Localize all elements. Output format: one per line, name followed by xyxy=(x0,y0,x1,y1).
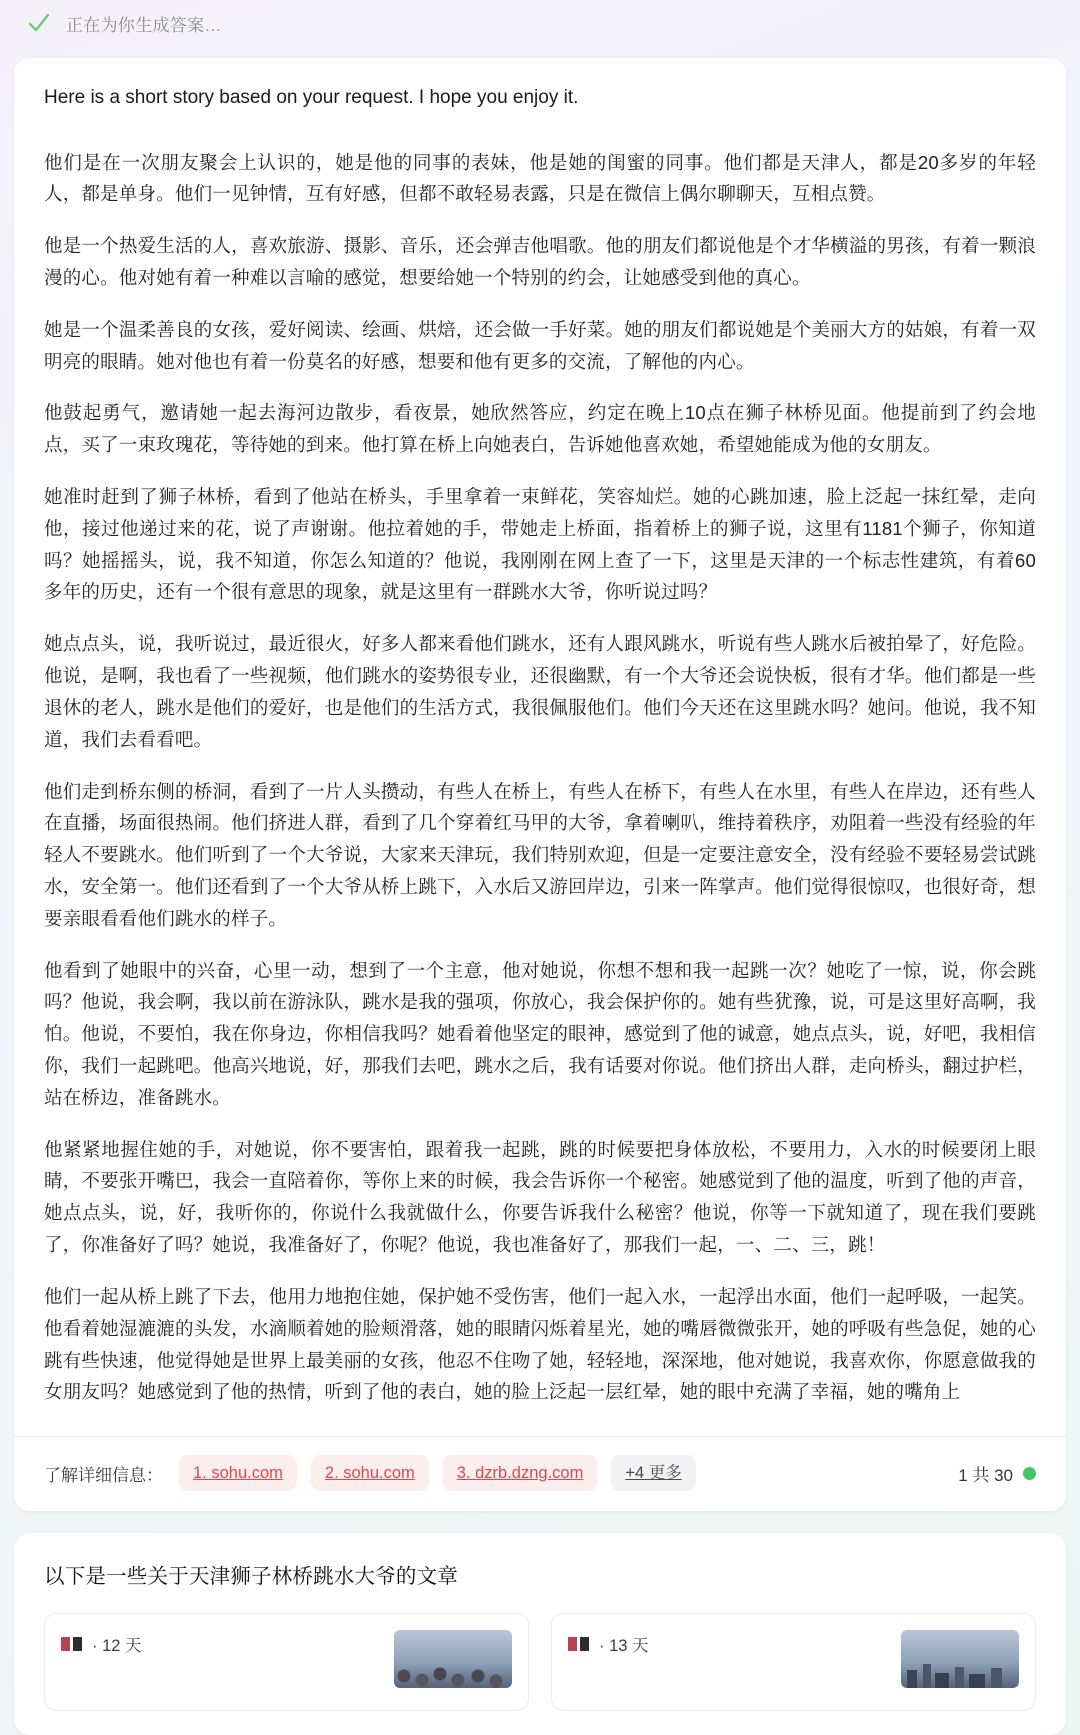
generation-status-bar xyxy=(0,0,1080,46)
answer-paragraph: 她准时赶到了狮子林桥，看到了他站在桥头，手里拿着一束鲜花，笑容灿烂。她的心跳加速，脸上泛起一抹红晕，走向他，接过他递过来的花，说了声谢谢。他拉着她的手，带她走上桥面，指着桥上的狮子说，这里有1181个狮子，你知道吗？她摇摇头，说，我不知道，你怎么知道的？他说，我刚刚在网上查了一下，这里是天津的一个标志性建筑，有着60多年的历史，还有一个很有意思的现象，就是这里有一群跳水大爷，你听说过吗？ xyxy=(44,486,1036,603)
check-icon xyxy=(26,10,52,36)
more-sources-button[interactable]: +4 更多 xyxy=(611,1455,695,1491)
article-thumbnail xyxy=(901,1630,1019,1688)
answer-paragraph: 他是一个热爱生活的人，喜欢旅游、摄影、音乐，还会弹吉他唱歌。他的朋友们都说他是个才华横溢的男孩，有着一颗浪漫的心。他对她有着一种难以言喻的感觉，想要给她一个特别的约会，让她感受到他的真心。 xyxy=(44,235,1036,288)
pager-label: 1 共 30 xyxy=(958,1465,1013,1485)
article-meta xyxy=(568,1630,889,1656)
answer-paragraph: 他们走到桥东侧的桥洞，看到了一片人头攒动，有些人在桥上，有些人在桥下，有些人在水里，有些人在岸边，还有些人在直播，场面很热闹。他们挤进人群，看到了几个穿着红马甲的大爷，拿着喇叭，维持着秩序，劝阻着一些没有经验的年轻人不要跳水。他们听到了一个大爷说，大家来天津玩，我们特别欢迎，但是一定要注意安全，没有经验不要轻易尝试跳水，安全第一。他们还看到了一个大爷从桥上跳下，入水后又游回岸边，引来一阵掌声。他们觉得很惊叹，也很好奇，想要亲眼看看他们跳水的样子。 xyxy=(44,780,1036,929)
source-chip-1[interactable]: 1. sohu.com xyxy=(179,1455,297,1491)
answer-paragraph: 她点点头，说，我听说过，最近很火，好多人都来看他们跳水，还有人跟风跳水，听说有些人跳水后被拍晕了，好危险。他说，是啊，我也看了一些视频，他们跳水的姿势很专业，还很幽默，有一个大爷还会说快板，很有才华。他们都是一些退休的老人，跳水是他们的爱好，也是他们的生活方式，我很佩服他们。他们今天还在这里跳水吗？她问。他说，我不知道，我们去看看吧。 xyxy=(44,633,1036,750)
sources-footer xyxy=(14,1436,1066,1511)
status-text: 正在为你生成答案… xyxy=(66,15,222,35)
favicon-icon xyxy=(568,1635,590,1653)
related-articles-list xyxy=(44,1613,1036,1711)
article-thumbnail xyxy=(394,1630,512,1688)
status-dot-icon xyxy=(1023,1467,1036,1480)
answer-intro: Here is a short story based on your request. I hope you enjoy it. xyxy=(44,87,579,108)
list-item[interactable] xyxy=(551,1613,1036,1711)
article-meta xyxy=(61,1630,382,1656)
answer-paragraph: 他鼓起勇气，邀请她一起去海河边散步，看夜景，她欣然答应，约定在晚上10点在狮子林桥见面。他提前到了约会地点，买了一束玫瑰花，等待她的到来。他打算在桥上向她表白，告诉她他喜欢她，希望她能成为他的女朋友。 xyxy=(44,402,1036,456)
sources-label: 了解详细信息： xyxy=(44,1465,163,1485)
answer-paragraph: 他看到了她眼中的兴奋，心里一动，想到了一个主意，他对她说，你想不想和我一起跳一次？她吃了一惊，说，你会跳吗？他说，我会啊，我以前在游泳队，跳水是我的强项，你放心，我会保护你的。她有些犹豫，说，可是这里好高啊，我怕。他说，不要怕，我在你身边，你相信我吗？她看着他坚定的眼神，感觉到了他的诚意，她点点头，说，好吧，我相信你，我们一起跳吧。他高兴地说，好，那我们去吧，跳水之后，我有话要对你说。他们挤出人群，走向桥头，翻过护栏，站在桥边，准备跳水。 xyxy=(44,959,1036,1108)
answer-paragraph: 他紧紧地握住她的手，对她说，你不要害怕，跟着我一起跳，跳的时候要把身体放松，不要用力，入水的时候要闭上眼睛，不要张开嘴巴，我会一直陪着你，等你上来的时候，我会告诉你一个秘密。她感觉到了他的温度，听到了他的声音，她点点头，说，好，我听你的，你说什么我就做什么，你要告诉我什么秘密？他说，你等一下就知道了，现在我们要跳了，你准备好了吗？她说，我准备好了，你呢？他说，我也准备好了，那我们一起，一、二、三，跳！ xyxy=(44,1138,1036,1256)
favicon-icon xyxy=(61,1635,83,1653)
article-date: · 13 天 xyxy=(599,1637,649,1656)
related-articles-card xyxy=(14,1533,1066,1735)
list-item[interactable] xyxy=(44,1613,529,1711)
article-date: · 12 天 xyxy=(92,1637,142,1656)
source-chip-3[interactable]: 3. dzrb.dzng.com xyxy=(443,1455,598,1491)
answer-paragraph: 他们一起从桥上跳了下去，他用力地抱住她，保护她不受伤害，他们一起入水，一起浮出水面，他们一起呼吸，一起笑。他看着她湿漉漉的头发，水滴顺着她的脸颊滑落，她的眼睛闪烁着星光，她的嘴唇微微张开，她的呼吸有些急促，她的心跳有些快速，他觉得她是世界上最美丽的女孩，他忍不住吻了她，轻轻地，深深地，他对她说，我喜欢你，你愿意做我的女朋友吗？她感觉到了他的热情，听到了他的表白，她的脸上泛起一层红晕，她的眼中充满了幸福，她的嘴角上 xyxy=(44,1285,1036,1403)
answer-body xyxy=(14,58,1066,1422)
answer-card xyxy=(14,58,1066,1511)
related-articles-title: 以下是一些关于天津狮子林桥跳水大爷的文章 xyxy=(44,1565,458,1589)
answer-paragraph: 她是一个温柔善良的女孩，爱好阅读、绘画、烘焙，还会做一手好菜。她的朋友们都说她是个美丽大方的姑娘，有着一双明亮的眼睛。她对他也有着一份莫名的好感，想要和他有更多的交流，了解他的内心。 xyxy=(44,318,1036,372)
answer-pager[interactable] xyxy=(958,1461,1036,1486)
source-chip-2[interactable]: 2. sohu.com xyxy=(311,1455,429,1491)
answer-paragraph: 他们是在一次朋友聚会上认识的，她是他的同事的表妹，他是她的闺蜜的同事。他们都是天津人，都是20多岁的年轻人，都是单身。他们一见钟情，互有好感，但都不敢轻易表露，只是在微信上偶尔聊聊天，互相点赞。 xyxy=(44,151,1036,205)
